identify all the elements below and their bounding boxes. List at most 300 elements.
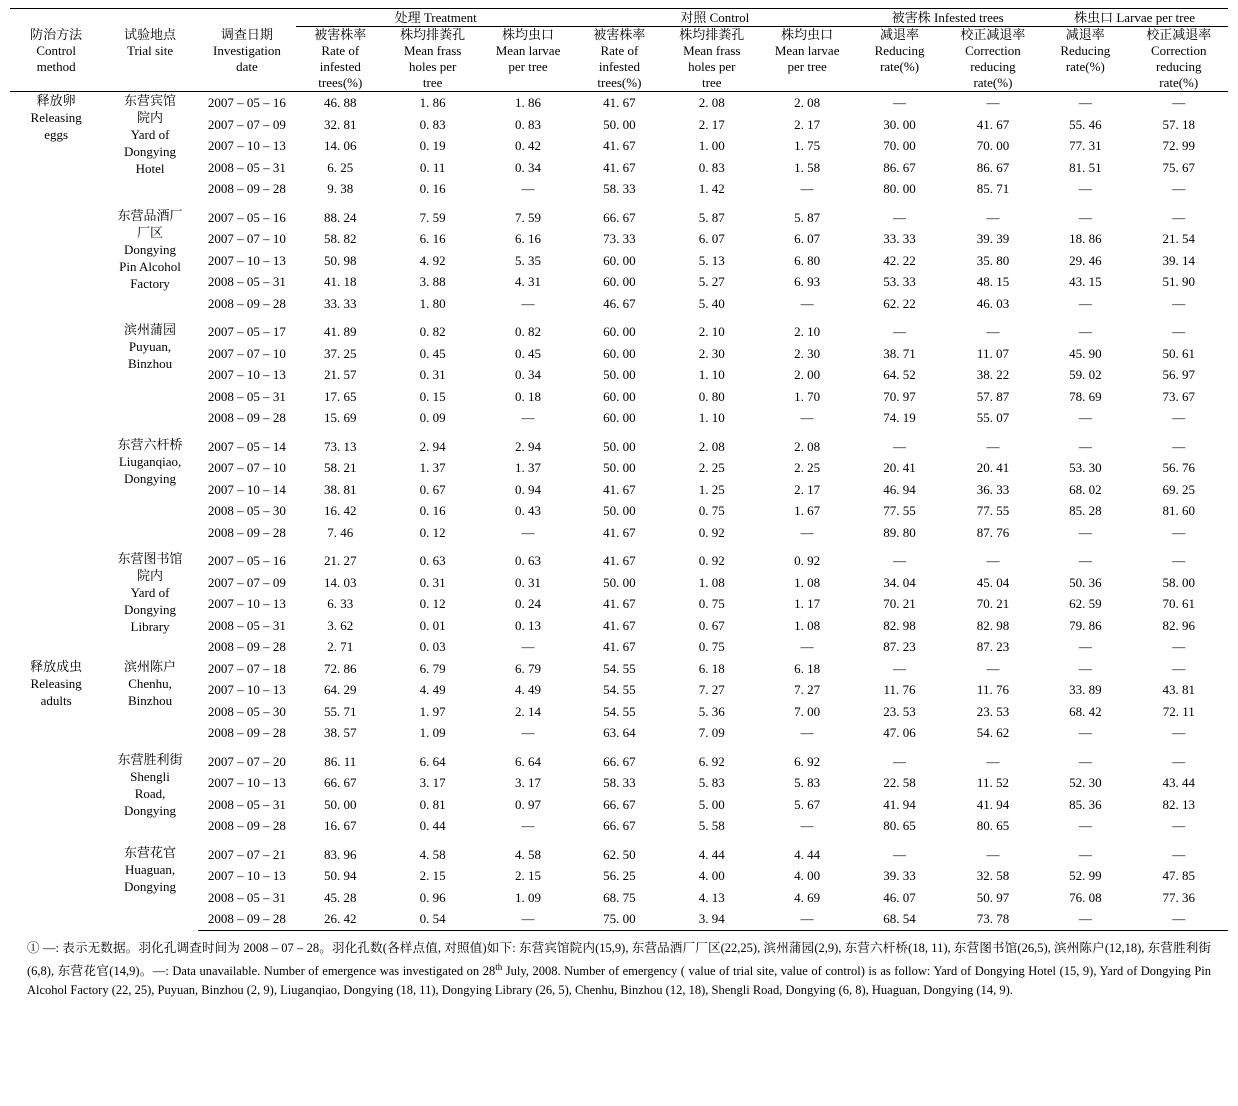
col-header-treat-mean-larvae (481, 27, 575, 92)
cell-trees-reducing-rate: — (893, 846, 907, 862)
cell-treat-rate-infested: 16. 67 (324, 818, 357, 833)
cell-ctrl-mean-larvae: 6. 93 (794, 274, 821, 289)
cell-larvae-correction-rate: 70. 61 (1162, 596, 1195, 611)
spacer-cell (102, 429, 197, 436)
cell-ctrl-frass-holes: 1. 08 (698, 574, 725, 590)
cell-larvae-correction-rate: 43. 44 (1162, 775, 1195, 790)
cell-treat-frass-holes: 0. 16 (419, 503, 446, 518)
spacer-cell (945, 314, 1041, 321)
cell-trees-reducing-rate: 80. 00 (883, 181, 916, 196)
cell-ctrl-rate-infested: 54. 55 (603, 703, 636, 719)
trial-site-cell (102, 658, 197, 744)
cell-investigation-date: 2007 – 10 – 13 (207, 138, 286, 153)
cell-ctrl-mean-larvae: 4. 00 (794, 868, 821, 883)
cell-trees-reducing-rate: — (893, 753, 907, 769)
cell-trees-correction-rate: 50. 97 (976, 889, 1010, 905)
cell-investigation-date: 2007 – 05 – 17 (207, 324, 286, 339)
cell-trees-reducing-rate: — (893, 438, 907, 454)
cell-trees-reducing-rate: 33. 33 (883, 231, 916, 246)
cell-larvae-reducing-rate: 52. 99 (1069, 868, 1102, 883)
col-header-en: Rate of infested trees(%) (318, 43, 363, 90)
cell-treat-frass-holes: 0. 03 (419, 639, 446, 654)
cell-investigation-date: 2008 – 09 – 28 (207, 818, 286, 833)
cell-ctrl-frass-holes: 7. 27 (698, 682, 725, 697)
table-row (10, 751, 1228, 773)
cell-ctrl-rate-infested: 41. 67 (603, 553, 636, 568)
cell-treat-frass-holes: 0. 31 (419, 367, 446, 382)
cell-investigation-date: 2007 – 10 – 13 (207, 367, 286, 382)
cell-larvae-correction-rate: 58. 00 (1162, 574, 1195, 590)
cell-ctrl-frass-holes: 0. 75 (698, 639, 725, 654)
control-method-cell (10, 92, 102, 658)
spacer-cell (296, 200, 384, 207)
row-spacer (10, 543, 1228, 550)
cell-larvae-reducing-rate: 76. 08 (1069, 889, 1102, 905)
cell-trees-reducing-rate: 46. 07 (883, 889, 916, 905)
cell-ctrl-mean-larvae: 2. 17 (794, 116, 821, 132)
cell-treat-frass-holes: 1. 37 (419, 460, 446, 475)
col-header-cn: 株均排粪孔 (679, 27, 745, 42)
cell-ctrl-mean-larvae: 2. 08 (794, 95, 821, 110)
cell-treat-frass-holes: 0. 19 (419, 138, 446, 153)
cell-treat-mean-larvae: 0. 97 (515, 796, 542, 812)
cell-investigation-date: 2007 – 05 – 16 (207, 95, 286, 110)
col-header-cn: 株均虫口 (781, 27, 834, 42)
cell-trees-reducing-rate: 34. 04 (883, 574, 916, 590)
col-header-en: Reducing rate(%) (874, 43, 925, 74)
spacer-cell (384, 429, 480, 436)
cell-ctrl-rate-infested: 54. 55 (603, 660, 636, 676)
cell-larvae-reducing-rate: 68. 42 (1069, 703, 1102, 719)
cell-treat-mean-larvae: 3. 17 (515, 775, 542, 790)
cell-trees-reducing-rate: 70. 00 (883, 138, 916, 153)
cell-trees-correction-rate: 48. 15 (976, 274, 1010, 289)
cell-trees-correction-rate: 41. 67 (976, 116, 1010, 132)
cell-treat-frass-holes: 1. 97 (419, 703, 446, 719)
cell-ctrl-frass-holes: 6. 92 (698, 753, 725, 769)
cell-treat-mean-larvae: — (521, 410, 535, 425)
cell-ctrl-rate-infested: 41. 67 (603, 524, 636, 540)
cell-investigation-date: 2007 – 07 – 18 (207, 660, 286, 676)
control-method-cn: 释放成虫 (30, 658, 83, 674)
row-spacer (10, 200, 1228, 207)
spacer-cell (481, 200, 575, 207)
cell-ctrl-frass-holes: 4. 44 (698, 846, 725, 862)
spacer-cell (481, 314, 575, 321)
cell-larvae-reducing-rate: 33. 89 (1069, 682, 1102, 697)
cell-trees-reducing-rate: 41. 94 (883, 796, 916, 812)
cell-treat-mean-larvae: 6. 64 (515, 753, 542, 769)
spacer-cell (296, 314, 384, 321)
cell-trees-reducing-rate: 20. 41 (883, 460, 916, 475)
spacer-cell (1129, 314, 1228, 321)
cell-trees-correction-rate: — (986, 324, 1000, 339)
cell-larvae-correction-rate: 56. 76 (1162, 460, 1195, 475)
cell-larvae-reducing-rate: 62. 59 (1069, 596, 1102, 611)
cell-larvae-correction-rate: — (1129, 908, 1228, 930)
cell-treat-frass-holes: 4. 49 (419, 682, 446, 697)
spacer-cell (481, 543, 575, 550)
cell-ctrl-rate-infested: 60. 00 (603, 274, 636, 289)
cell-larvae-reducing-rate: 18. 86 (1069, 231, 1102, 246)
trial-site-en: Dongying Pin Alcohol Factory (119, 241, 181, 291)
cell-ctrl-rate-infested: 46. 67 (603, 295, 636, 311)
cell-trees-reducing-rate: — (893, 553, 907, 568)
cell-treat-frass-holes: 0. 12 (419, 524, 446, 540)
cell-trees-reducing-rate: — (893, 95, 907, 110)
spacer-cell (664, 314, 760, 321)
column-header-row (10, 27, 1228, 92)
spacer-cell (1041, 314, 1129, 321)
spacer-cell (945, 429, 1041, 436)
spacer-cell (575, 837, 663, 844)
cell-trees-reducing-rate: 68. 54 (854, 908, 944, 930)
cell-ctrl-frass-holes: 5. 87 (698, 209, 725, 225)
cell-larvae-correction-rate: — (1172, 553, 1186, 568)
cell-ctrl-mean-larvae: — (800, 524, 814, 540)
cell-trees-correction-rate: 11. 52 (976, 775, 1009, 790)
col-header-cn: 减退率 (1065, 27, 1105, 42)
cell-treat-mean-larvae: 4. 58 (515, 846, 542, 862)
col-header-en: Reducing rate(%) (1060, 43, 1111, 74)
cell-larvae-correction-rate: — (1172, 660, 1186, 676)
trial-site-cell (102, 207, 197, 315)
spacer-cell (198, 837, 296, 844)
cell-treat-frass-holes: 3. 17 (419, 775, 446, 790)
cell-treat-rate-infested: 14. 06 (324, 138, 357, 153)
cell-ctrl-mean-larvae: — (800, 410, 814, 425)
spacer-cell (945, 200, 1041, 207)
spacer-cell (1129, 200, 1228, 207)
cell-investigation-date: 2007 – 05 – 14 (207, 438, 286, 454)
cell-treat-frass-holes: 0. 09 (419, 410, 446, 425)
group-header-infested-trees: 被害株 Infested trees (854, 9, 1041, 27)
trial-site-cn: 东营图书馆 院内 (117, 551, 183, 583)
cell-ctrl-mean-larvae: 5. 83 (794, 775, 821, 790)
col-header-cn: 株均排粪孔 (400, 27, 466, 42)
cell-trees-reducing-rate: 38. 71 (883, 345, 916, 361)
col-header-trial-site (102, 27, 197, 92)
cell-ctrl-mean-larvae: 6. 80 (794, 252, 821, 268)
cell-investigation-date: 2007 – 07 – 10 (207, 345, 286, 361)
cell-treat-mean-larvae: 0. 94 (515, 481, 542, 497)
cell-larvae-reducing-rate: 78. 69 (1069, 388, 1102, 404)
cell-treat-rate-infested: 26. 42 (296, 908, 384, 930)
cell-ctrl-frass-holes: 0. 92 (698, 553, 725, 568)
cell-trees-correction-rate: — (986, 438, 1000, 454)
cell-ctrl-rate-infested: 41. 67 (603, 639, 636, 654)
cell-larvae-reducing-rate: — (1078, 295, 1092, 311)
cell-treat-mean-larvae: 2. 14 (515, 703, 542, 719)
cell-investigation-date: 2008 – 05 – 30 (207, 703, 286, 719)
cell-treat-mean-larvae: 4. 49 (515, 682, 542, 697)
trial-site-en: Chenhu, Binzhou (128, 675, 173, 708)
cell-treat-rate-infested: 38. 81 (324, 481, 357, 497)
cell-trees-correction-rate: 11. 07 (976, 345, 1009, 361)
cell-trees-reducing-rate: — (893, 209, 907, 225)
cell-trees-correction-rate: 41. 94 (976, 796, 1010, 812)
cell-treat-frass-holes: 6. 64 (419, 753, 446, 769)
spacer-cell (854, 314, 944, 321)
spacer-cell (102, 543, 197, 550)
cell-larvae-correction-rate: — (1172, 639, 1186, 654)
cell-treat-rate-infested: 73. 13 (324, 438, 357, 454)
cell-ctrl-rate-infested: 58. 33 (603, 181, 636, 196)
cell-investigation-date: 2008 – 05 – 31 (207, 889, 286, 905)
cell-treat-frass-holes: 6. 79 (419, 660, 446, 676)
cell-investigation-date: 2008 – 09 – 28 (207, 295, 286, 311)
col-header-cn: 防治方法 (30, 26, 83, 42)
col-header-treat-rate-infested (296, 27, 384, 92)
col-header-en: Correction reducing rate(%) (1150, 43, 1207, 90)
cell-ctrl-rate-infested: 66. 67 (603, 796, 636, 812)
col-header-larvae-reducing-rate (1041, 27, 1129, 92)
spacer-cell (296, 744, 384, 751)
cell-treat-rate-infested: 41. 18 (324, 274, 357, 289)
cell-trees-reducing-rate: 80. 65 (883, 818, 916, 833)
cell-larvae-correction-rate: 81. 60 (1162, 503, 1195, 518)
cell-larvae-correction-rate: — (1172, 181, 1186, 196)
spacer-cell (296, 429, 384, 436)
cell-treat-mean-larvae: 0. 45 (515, 345, 542, 361)
cell-ctrl-mean-larvae: — (800, 181, 814, 196)
control-method-en: Releasing eggs (30, 110, 82, 142)
cell-larvae-reducing-rate: — (1078, 753, 1092, 769)
cell-larvae-reducing-rate: 85. 36 (1069, 796, 1102, 812)
cell-ctrl-frass-holes: 5. 58 (698, 818, 725, 833)
cell-treat-mean-larvae: — (521, 725, 535, 740)
cell-ctrl-mean-larvae: 2. 08 (794, 438, 821, 454)
trial-site-en: Huaguan, Dongying (124, 861, 177, 894)
cell-ctrl-mean-larvae: — (800, 818, 814, 833)
spacer-cell (575, 543, 663, 550)
spacer-cell (384, 314, 480, 321)
cell-trees-correction-rate: — (986, 95, 1000, 110)
spacer-cell (1129, 429, 1228, 436)
cell-treat-rate-infested: 14. 03 (324, 574, 357, 590)
spacer-cell (664, 200, 760, 207)
table-row (10, 436, 1228, 458)
cell-trees-correction-rate: — (986, 553, 1000, 568)
cell-ctrl-rate-infested: 41. 67 (603, 596, 636, 611)
cell-larvae-correction-rate: — (1172, 846, 1186, 862)
cell-ctrl-rate-infested: 60. 00 (603, 345, 636, 361)
cell-trees-reducing-rate: 42. 22 (883, 252, 916, 268)
col-header-cn: 校正减退率 (960, 27, 1026, 42)
cell-trees-reducing-rate: 62. 22 (883, 295, 916, 311)
cell-ctrl-rate-infested: 58. 33 (603, 775, 636, 790)
cell-ctrl-mean-larvae: 1. 58 (794, 159, 821, 175)
col-header-en: Mean larvae per tree (495, 43, 561, 74)
cell-ctrl-rate-infested: 41. 67 (603, 481, 636, 497)
cell-larvae-reducing-rate: 53. 30 (1069, 460, 1102, 475)
spacer-cell (384, 543, 480, 550)
cell-treat-mean-larvae: 2. 15 (515, 868, 542, 883)
cell-treat-rate-infested: 64. 29 (324, 682, 357, 697)
footnote-sup: th (495, 961, 503, 972)
cell-investigation-date: 2008 – 05 – 30 (207, 503, 286, 518)
cell-treat-rate-infested: 21. 27 (324, 553, 357, 568)
cell-larvae-correction-rate: — (1172, 295, 1186, 311)
cell-treat-rate-infested: 3. 62 (327, 617, 354, 633)
table-row (10, 207, 1228, 229)
cell-ctrl-frass-holes: 4. 00 (698, 868, 725, 883)
cell-treat-frass-holes: 1. 80 (419, 295, 446, 311)
cell-trees-reducing-rate: 30. 00 (883, 116, 916, 132)
cell-trees-reducing-rate: 46. 94 (883, 481, 916, 497)
cell-ctrl-frass-holes: 1. 25 (698, 481, 725, 497)
cell-treat-mean-larvae: 1. 86 (515, 95, 542, 110)
cell-treat-rate-infested: 55. 71 (324, 703, 357, 719)
col-header-en: Mean larvae per tree (774, 43, 840, 74)
cell-ctrl-mean-larvae: 2. 30 (794, 345, 821, 361)
spacer-cell (102, 200, 197, 207)
cell-ctrl-frass-holes: 2. 08 (698, 95, 725, 110)
cell-ctrl-rate-infested: 41. 67 (603, 159, 636, 175)
cell-treat-rate-infested: 33. 33 (324, 295, 357, 311)
spacer-cell (1041, 837, 1129, 844)
cell-treat-rate-infested: 72. 86 (324, 660, 357, 676)
cell-ctrl-frass-holes: 5. 00 (698, 796, 725, 812)
cell-larvae-correction-rate: 21. 54 (1162, 231, 1195, 246)
col-header-en: Correction reducing rate(%) (965, 43, 1021, 90)
cell-larvae-correction-rate: 39. 14 (1162, 252, 1195, 268)
cell-larvae-correction-rate: 56. 97 (1162, 367, 1195, 382)
cell-larvae-reducing-rate: — (1078, 846, 1092, 862)
spacer-cell (664, 543, 760, 550)
cell-treat-mean-larvae: 2. 94 (515, 438, 542, 454)
cell-treat-rate-infested: 50. 94 (324, 868, 357, 883)
spacer-cell (1129, 744, 1228, 751)
cell-ctrl-frass-holes: 0. 67 (698, 617, 725, 633)
spacer-cell (664, 837, 760, 844)
cell-treat-mean-larvae: — (521, 295, 535, 311)
cell-larvae-correction-rate: 47. 85 (1162, 868, 1195, 883)
cell-treat-rate-infested: 15. 69 (324, 410, 357, 425)
cell-trees-correction-rate: 86. 67 (976, 159, 1010, 175)
cell-ctrl-rate-infested: 54. 55 (603, 682, 636, 697)
cell-larvae-correction-rate: 69. 25 (1162, 481, 1195, 497)
cell-treat-frass-holes: 0. 96 (419, 889, 446, 905)
cell-larvae-correction-rate: 51. 90 (1162, 274, 1195, 289)
cell-ctrl-mean-larvae: 6. 07 (794, 231, 821, 246)
col-header-treat-frass-holes (384, 27, 480, 92)
cell-larvae-correction-rate: 72. 11 (1162, 703, 1195, 719)
cell-larvae-reducing-rate: 77. 31 (1069, 138, 1102, 153)
group-header-control: 对照 Control (575, 9, 854, 27)
cell-ctrl-rate-infested: 60. 00 (603, 252, 636, 268)
cell-treat-rate-infested: 6. 25 (327, 159, 354, 175)
spacer-cell (760, 837, 854, 844)
cell-investigation-date: 2008 – 05 – 31 (207, 796, 286, 812)
cell-ctrl-mean-larvae: 4. 44 (794, 846, 821, 862)
spacer-cell (760, 744, 854, 751)
cell-ctrl-frass-holes: 0. 75 (698, 596, 725, 611)
row-spacer (10, 744, 1228, 751)
cell-ctrl-mean-larvae: — (800, 639, 814, 654)
cell-treat-rate-infested: 16. 42 (324, 503, 357, 518)
cell-treat-rate-infested: 46. 88 (324, 95, 357, 110)
cell-treat-mean-larvae: 6. 16 (515, 231, 542, 246)
cell-trees-correction-rate: 20. 41 (976, 460, 1010, 475)
col-header-control-method (10, 27, 102, 92)
trial-site-cell (102, 321, 197, 429)
cell-larvae-correction-rate: 82. 13 (1162, 796, 1195, 812)
cell-larvae-correction-rate: 73. 67 (1162, 388, 1195, 404)
trial-site-cn: 东营花官 (124, 844, 177, 860)
spacer-cell (854, 837, 944, 844)
cell-ctrl-frass-holes: 7. 09 (698, 725, 725, 740)
cell-larvae-reducing-rate: — (1078, 660, 1092, 676)
cell-treat-frass-holes: 2. 94 (419, 438, 446, 454)
spacer-cell (760, 543, 854, 550)
cell-ctrl-frass-holes: 1. 00 (698, 138, 725, 153)
cell-treat-frass-holes: 1. 09 (419, 725, 446, 740)
cell-investigation-date: 2008 – 05 – 31 (207, 388, 286, 404)
cell-ctrl-mean-larvae: 1. 17 (794, 596, 821, 611)
cell-treat-frass-holes: 0. 31 (419, 574, 446, 590)
spacer-cell (760, 429, 854, 436)
cell-larvae-reducing-rate: — (1078, 818, 1092, 833)
cell-investigation-date: 2007 – 07 – 20 (207, 753, 286, 769)
cell-ctrl-frass-holes: 1. 10 (698, 367, 725, 382)
cell-treat-frass-holes: 6. 16 (419, 231, 446, 246)
cell-treat-rate-infested: 45. 28 (324, 889, 357, 905)
spacer-cell (198, 314, 296, 321)
trial-site-cn: 滨州陈户 (124, 658, 177, 674)
cell-treat-mean-larvae: — (521, 524, 535, 540)
cell-ctrl-frass-holes: 5. 36 (698, 703, 725, 719)
spacer-cell (1129, 837, 1228, 844)
cell-ctrl-mean-larvae: 6. 18 (794, 660, 821, 676)
spacer-cell (760, 200, 854, 207)
cell-trees-correction-rate: 55. 07 (976, 410, 1010, 425)
cell-treat-frass-holes: 0. 15 (419, 388, 446, 404)
cell-treat-mean-larvae: 0. 24 (515, 596, 542, 611)
cell-trees-correction-rate: 85. 71 (976, 181, 1010, 196)
cell-larvae-reducing-rate: — (1041, 908, 1129, 930)
data-table (10, 8, 1228, 931)
cell-ctrl-mean-larvae: 1. 70 (794, 388, 821, 404)
cell-larvae-reducing-rate: — (1078, 553, 1092, 568)
cell-investigation-date: 2008 – 05 – 31 (207, 617, 286, 633)
cell-investigation-date: 2007 – 07 – 21 (207, 846, 286, 862)
cell-ctrl-frass-holes: 0. 83 (698, 159, 725, 175)
cell-treat-frass-holes: 0. 12 (419, 596, 446, 611)
cell-larvae-correction-rate: 72. 99 (1162, 138, 1195, 153)
cell-ctrl-rate-infested: 62. 50 (603, 846, 636, 862)
trial-site-cn: 东营宾馆 院内 (124, 93, 177, 125)
cell-ctrl-frass-holes: 2. 10 (698, 324, 725, 339)
cell-larvae-reducing-rate: 59. 02 (1069, 367, 1102, 382)
cell-trees-reducing-rate: 70. 21 (883, 596, 916, 611)
cell-larvae-reducing-rate: 85. 28 (1069, 503, 1102, 518)
cell-treat-mean-larvae: 0. 63 (515, 553, 542, 568)
cell-treat-mean-larvae: — (481, 908, 575, 930)
cell-larvae-correction-rate: 77. 36 (1162, 889, 1195, 905)
col-header-ctrl-rate-infested (575, 27, 663, 92)
cell-ctrl-frass-holes: 5. 40 (698, 295, 725, 311)
cell-treat-mean-larvae: 0. 43 (515, 503, 542, 518)
spacer-cell (854, 744, 944, 751)
cell-larvae-correction-rate: — (1172, 524, 1186, 540)
cell-ctrl-rate-infested: 75. 00 (575, 908, 663, 930)
cell-ctrl-rate-infested: 68. 75 (603, 889, 636, 905)
cell-ctrl-frass-holes: 4. 13 (698, 889, 725, 905)
cell-ctrl-rate-infested: 50. 00 (603, 116, 636, 132)
cell-treat-rate-infested: 2. 71 (327, 639, 354, 654)
spacer-cell (854, 200, 944, 207)
